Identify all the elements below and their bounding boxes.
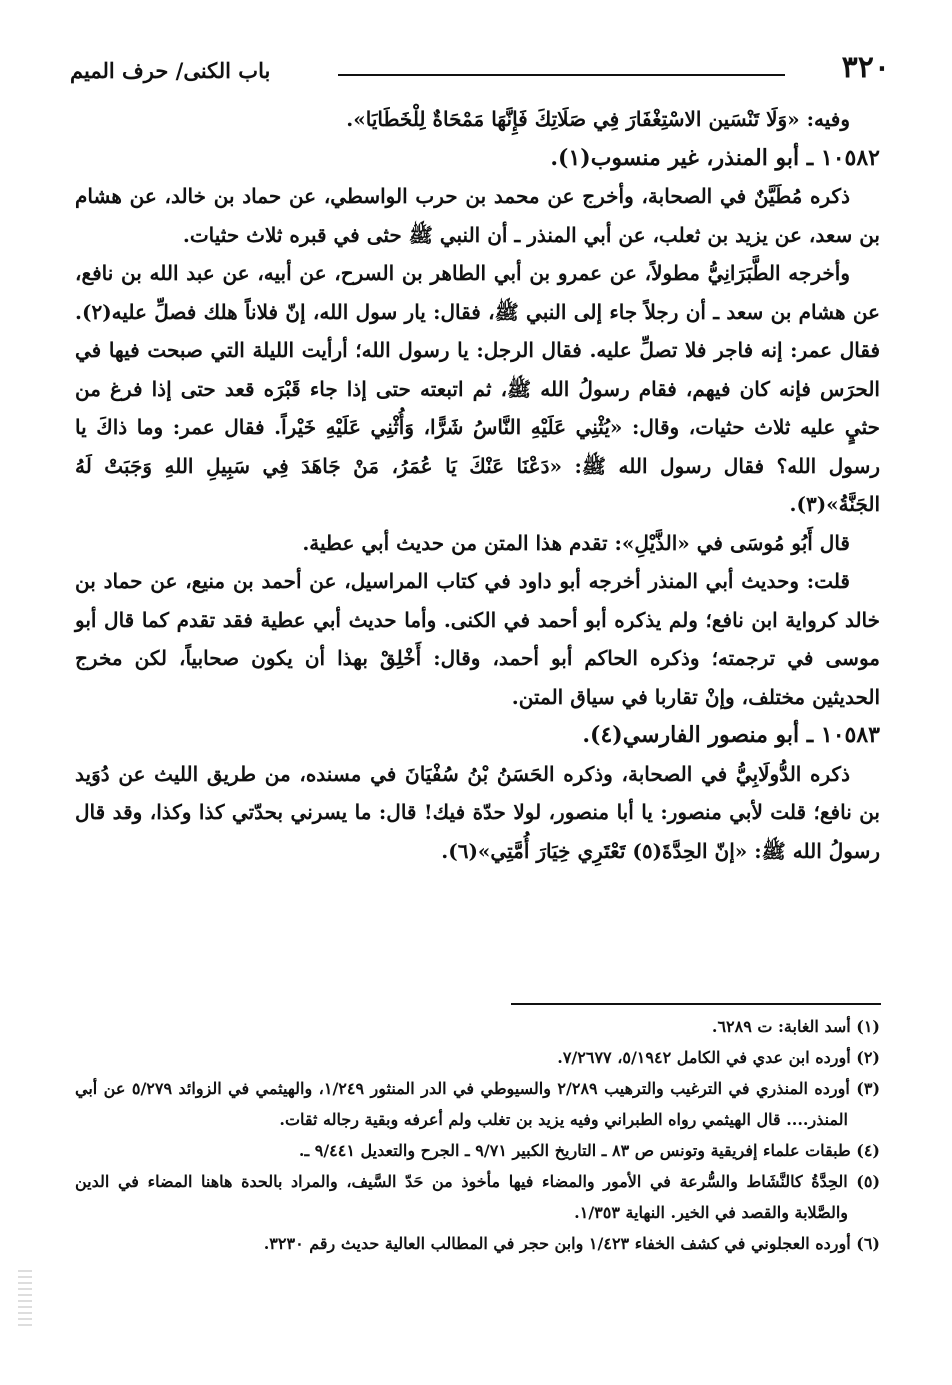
entry-heading-10583: ١٠٥٨٣ ـ أبو منصور الفارسي(٤).	[582, 722, 880, 748]
main-text	[75, 100, 880, 870]
running-title: باب الكنى/ حرف الميم	[70, 58, 271, 83]
footnotes	[75, 1011, 880, 1259]
paragraph-mutayyan: ذكره مُطَيَّنٌ في الصحابة، وأخرج عن محمد بن حرب الواسطي، عن حماد بن خالد، عن هشام بن سعد، عن يزيد بن ثعلب، عن أبي المنذر ـ أن النبي ﷺ حثى في قبره ثلاث حثيات.	[75, 184, 880, 247]
paragraph-qultu: قلت: وحديث أبي المنذر أخرجه أبو داود في كتاب المراسيل، عن أحمد بن منيع، عن حماد بن خالد كرواية ابن نافع؛ ولم يذكره أبو أحمد في الكنى. وأما حديث أبي عطية فقد تقدم كما قال أبو موسى في ترجمته؛ وذكره الحاكم أبو أحمد، وقال: أَخْلِقْ بهذا أن يكون صحابياً، لكن مخرج الحديثين مختلف، وإنْ تقاربا في سياق المتن.	[75, 569, 880, 709]
scan-speck	[18, 1270, 32, 1330]
footnote-2: (٢) أورده ابن عدي في الكامل ٥/١٩٤٢، ٧/٢٦٧٧.	[557, 1048, 880, 1067]
footnote-divider	[511, 1003, 881, 1005]
paragraph-dulabi: ذكره الدُّولَابِيُّ في الصحابة، وذكره الحَسَنُ بْنُ سُفْيَانَ في مسنده، من طريق الليث عن دُوَيد بن نافع؛ قلت لأبي منصور: يا أبا منصور، لولا حدّة فيك! قال: ما يسرني بحدّتي كذا وكذا، وقد قال رسولُ الله ﷺ: «إنّ الحِدَّةَ(٥) تَعْتَرِي خِيَارَ أُمَّتِي»(٦).	[75, 761, 880, 863]
footnote-6: (٦) أورده العجلوني في كشف الخفاء ١/٤٢٣ وابن حجر في المطالب العالية حديث رقم ٣٢٣٠.	[263, 1234, 880, 1253]
paragraph-abu-musa: قال أَبُو مُوسَى في «الذَّيْلِ»: تقدم هذا المتن من حديث أبي عطية.	[302, 530, 850, 555]
header-rule	[338, 74, 785, 76]
paragraph-hadith-line: وفيه: «وَلَا تَنْسَين الاسْتِغْفَارَ فِي صَلَاتِكَ فَإِنَّهَا مَمْحَاةٌ لِلْخَطَايَا».	[346, 107, 850, 131]
footnote-1: (١) أسد الغابة: ت ٦٢٨٩.	[711, 1017, 880, 1036]
entry-heading-10582: ١٠٥٨٢ ـ أبو المنذر، غير منسوب(١).	[550, 144, 880, 171]
page-number: ٣٢٠	[841, 50, 890, 85]
footnote-5: (٥) الحِدَّةُ كالنَّشَاط والسُّرعة في الأمور والمضاء فيها مأخوذ من حَدّ السَّيف، والمراد بالحدة هاهنا المضاء في الدين والصَّلابة والقصد في الخير. النهاية ١/٣٥٣.	[75, 1172, 881, 1222]
paragraph-tabarani: وأخرجه الطَّبَرَانِيُّ مطولاً، عن عمرو بن أبي الطاهر بن السرح، عن أبيه، عن عبد الله بن نافع، عن هشام بن سعد ـ أن رجلاً جاء إلى النبي ﷺ، فقال: يار سول الله، إنّ فلاناً هلك فصلِّ عليه(٢). فقال عمر: إنه فاجر فلا تصلِّ عليه. فقال الرجل: يا رسول الله؛ أرأيت الليلة التي صبحت فيها في الحرَس فإنه كان فيهم، فقام رسولُ الله ﷺ، ثم اتبعته حتى إذا جاء قَبْرَه قعد حتى إذا فرغ من حثيٍ عليه ثلاث حثيات، وقال: «يُثْنِي عَلَيْهِ النَّاسُ شَرًّا، وَأُثْنِي عَلَيْهِ خَيْراً. فقال عمر: وما ذاكَ يا رسول الله؟ فقال رسول الله ﷺ: «دَعْنَا عَنْكَ يَا عُمَرُ، مَنْ جَاهَدَ فِي سَبِيلِ اللهِ وَجَبَتْ لَهُ الجَنَّةُ»(٣).	[75, 261, 880, 516]
footnote-4: (٤) طبقات علماء إفريقية وتونس ص ٨٣ ـ التاريخ الكبير ٩/٧١ ـ الجرح والتعديل ٩/٤٤١ ـ.	[298, 1141, 880, 1160]
page-header	[70, 50, 890, 90]
footnote-3: (٣) أورده المنذري في الترغيب والترهيب ٢/٢٨٩ والسيوطي في الدر المنثور ١/٢٤٩، والهيثمي في الزوائد ٥/٢٧٩ عن أبي المنذر.... قال الهيثمي رواه الطبراني وفيه يزيد بن تغلب ولم أعرفه وبقية رجاله ثقات.	[75, 1079, 881, 1129]
